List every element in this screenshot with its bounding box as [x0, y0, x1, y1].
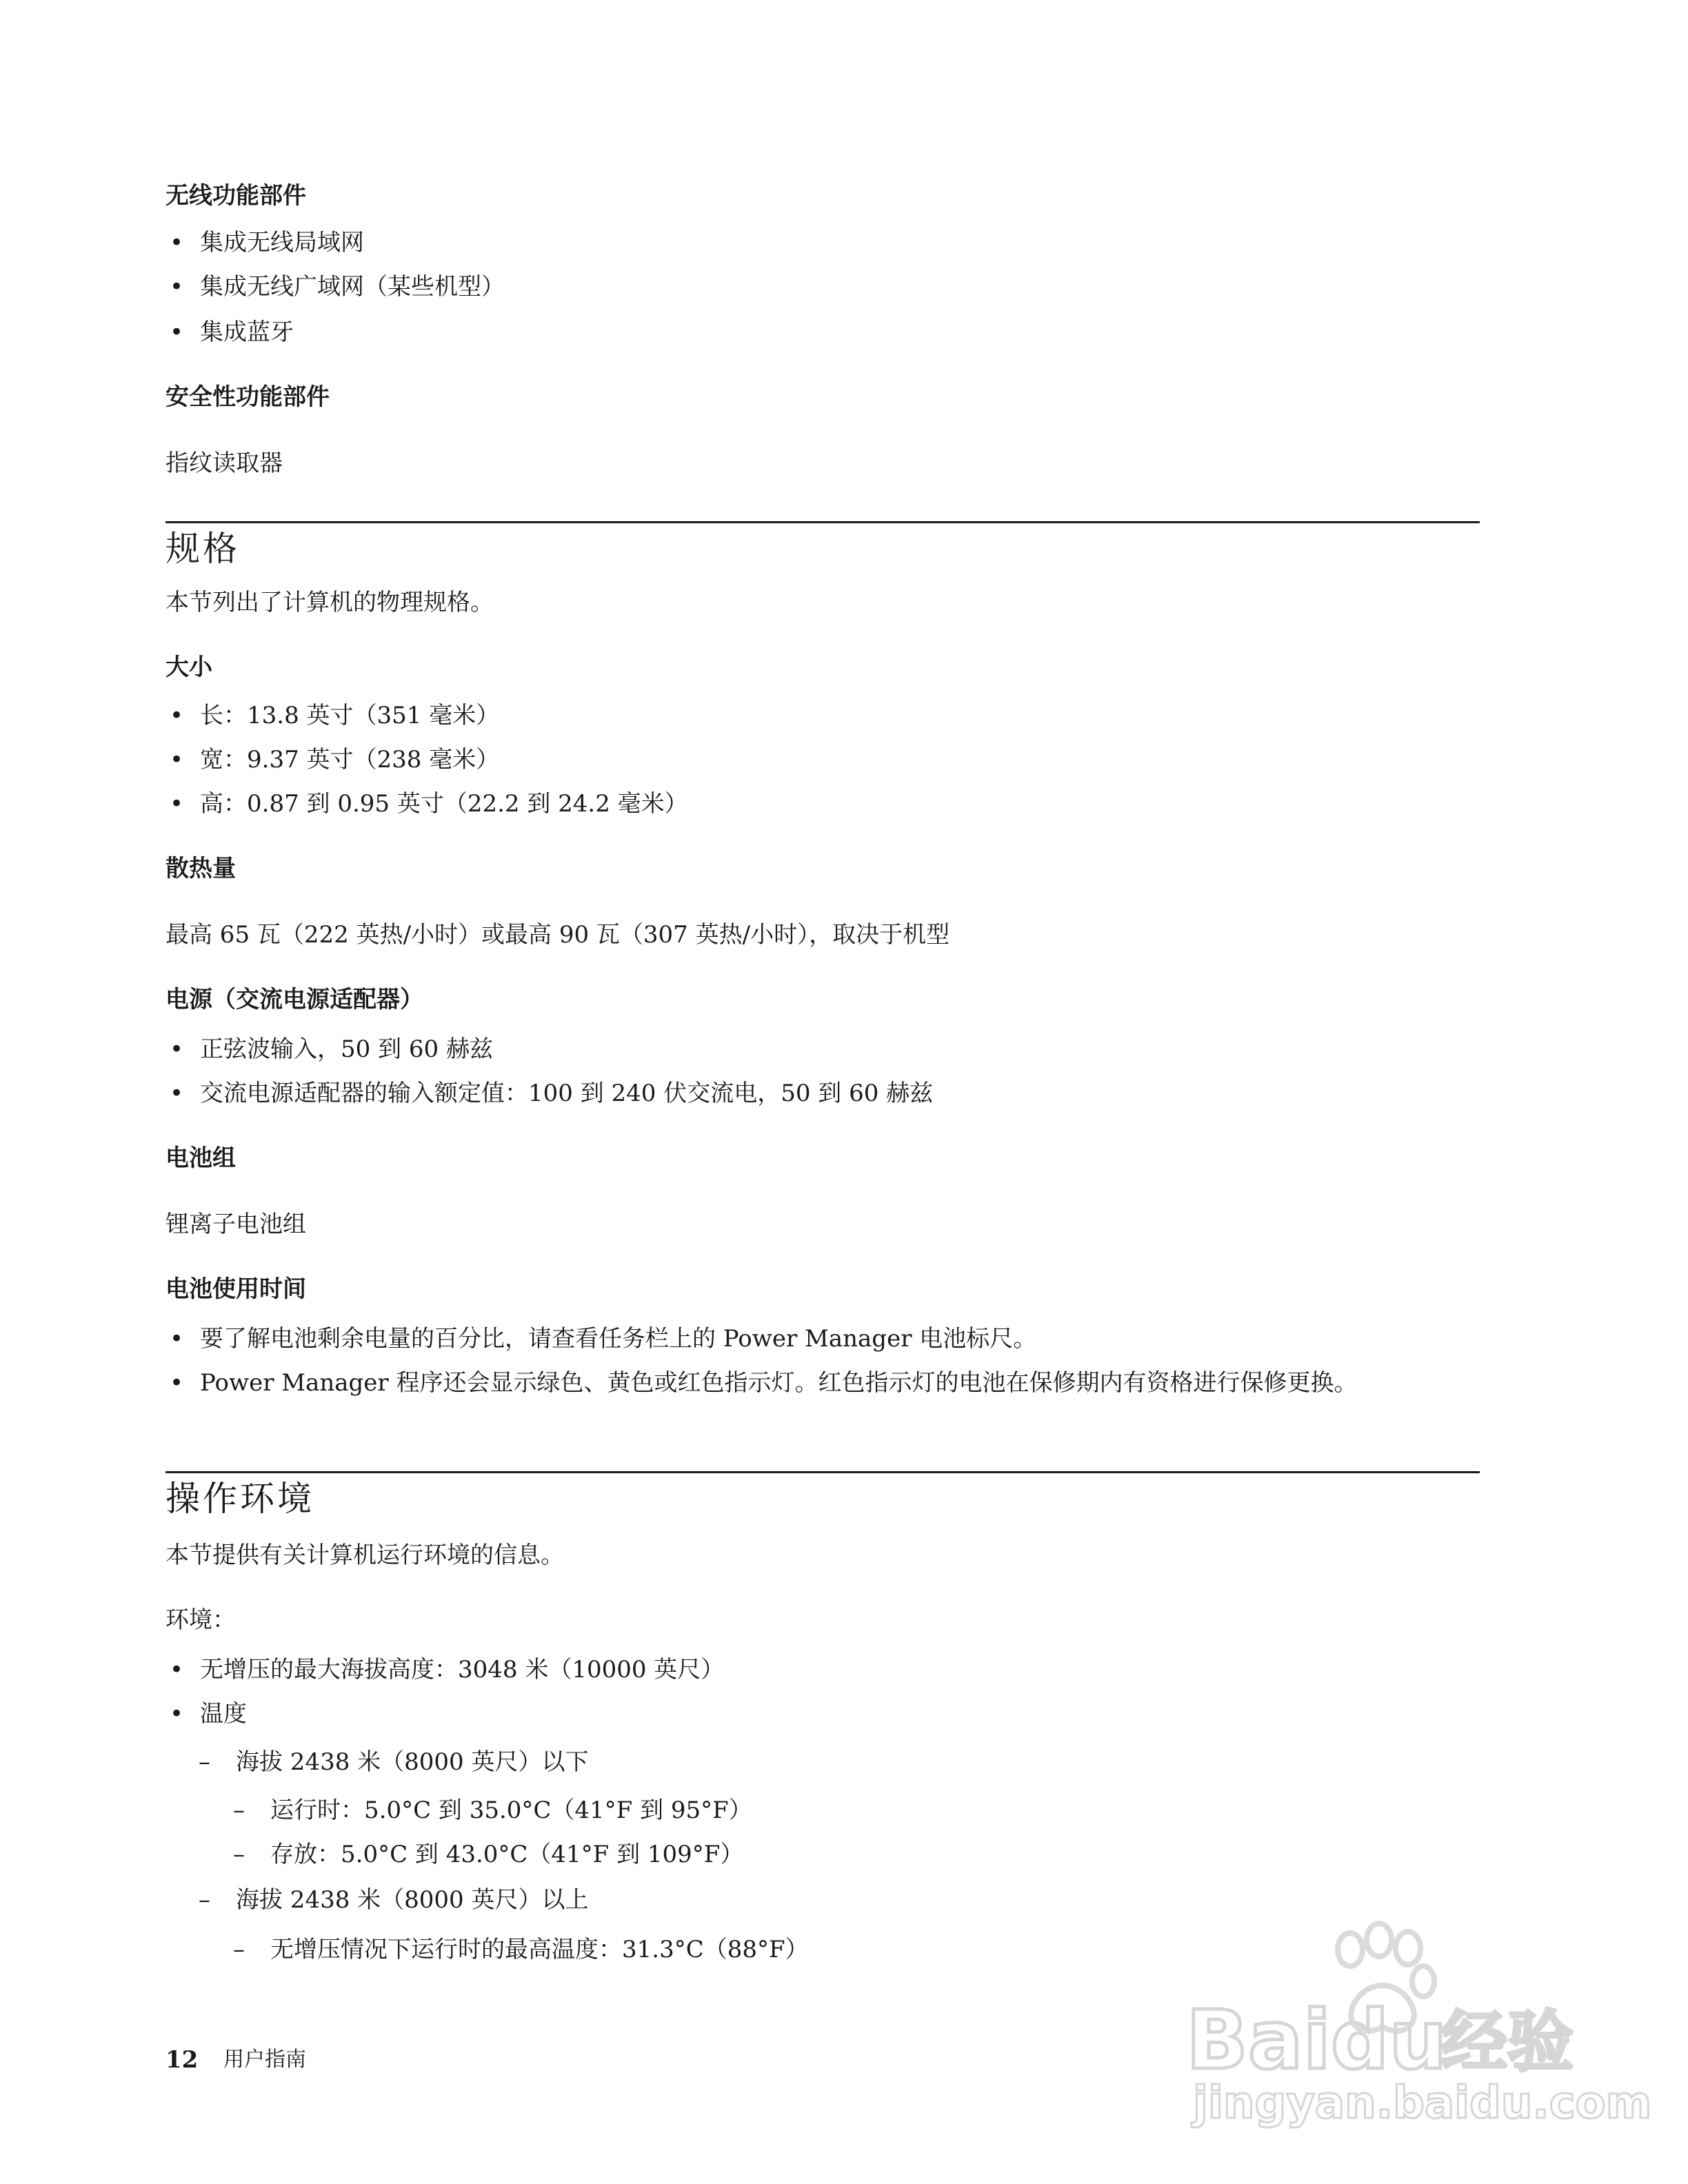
list-item: • Power Manager 程序还会显示绿色、黄色或红色指示灯。红色指示灯的电池在保修期内有资格进行保修更换。: [170, 1369, 1358, 1397]
bullet-icon: •: [170, 229, 184, 256]
power-heading: 电源（交流电源适配器）: [165, 986, 423, 1013]
bullet-icon: •: [170, 1700, 184, 1728]
list-item: • 长：13.8 英寸（351 毫米）: [170, 702, 500, 729]
svg-text:Baidu: Baidu: [1186, 1992, 1447, 2087]
environment-title: 操作环境: [165, 1479, 314, 1519]
battery-text: 锂离子电池组: [165, 1211, 306, 1238]
list-item: • 高：0.87 到 0.95 英寸（22.2 到 24.2 毫米）: [170, 790, 688, 818]
svg-text:经验: 经验: [1441, 2003, 1574, 2081]
list-item: • 正弦波输入，50 到 60 赫兹: [170, 1035, 493, 1063]
bullet-icon: •: [170, 1035, 184, 1063]
dash-icon: –: [199, 1748, 210, 1776]
bullet-icon: •: [170, 1080, 184, 1107]
specs-title: 规格: [165, 529, 240, 569]
list-item: • 无增压的最大海拔高度：3048 米（10000 英尺）: [170, 1656, 725, 1684]
bullet-icon: •: [170, 273, 184, 301]
section-divider: [165, 1471, 1480, 1473]
battery-life-heading: 电池使用时间: [165, 1275, 306, 1303]
bullet-icon: •: [170, 790, 184, 818]
dash-icon: –: [233, 1797, 245, 1824]
environment-intro: 本节提供有关计算机运行环境的信息。: [165, 1541, 564, 1569]
list-item: – 存放：5.0°C 到 43.0°C（41°F 到 109°F）: [233, 1841, 744, 1868]
bullet-icon: •: [170, 746, 184, 774]
specs-intro: 本节列出了计算机的物理规格。: [165, 589, 494, 616]
battery-heading: 电池组: [165, 1144, 236, 1172]
page-number: 12: [165, 2046, 199, 2074]
dash-icon: –: [233, 1936, 245, 1963]
wireless-heading: 无线功能部件: [165, 182, 306, 210]
baidu-jingyan-watermark-logo: [1172, 1923, 1652, 2130]
bullet-icon: •: [170, 1325, 184, 1353]
list-item: • 要了解电池剩余电量的百分比，请查看任务栏上的 Power Manager 电池标尺。: [170, 1325, 1037, 1353]
environment-label: 环境：: [165, 1606, 236, 1634]
security-text: 指纹读取器: [165, 449, 283, 477]
list-item: • 集成蓝牙: [170, 318, 294, 346]
list-item: – 海拔 2438 米（8000 英尺）以上: [199, 1886, 589, 1914]
list-item: • 宽：9.37 英寸（238 毫米）: [170, 746, 500, 774]
list-item: • 集成无线局域网: [170, 229, 364, 256]
footer-title: 用户指南: [223, 2048, 306, 2072]
security-heading: 安全性功能部件: [165, 383, 330, 411]
bullet-icon: •: [170, 1656, 184, 1684]
list-item: • 温度: [170, 1700, 247, 1728]
section-divider: [165, 521, 1480, 523]
heat-text: 最高 65 瓦（222 英热/小时）或最高 90 瓦（307 英热/小时），取决于机型: [165, 921, 950, 949]
bullet-icon: •: [170, 1369, 184, 1397]
list-item: • 交流电源适配器的输入额定值：100 到 240 伏交流电，50 到 60 赫兹: [170, 1080, 934, 1107]
list-item: – 海拔 2438 米（8000 英尺）以下: [199, 1748, 589, 1776]
list-item: – 运行时：5.0°C 到 35.0°C（41°F 到 95°F）: [233, 1797, 752, 1824]
heat-heading: 散热量: [165, 855, 236, 882]
size-heading: 大小: [165, 654, 212, 681]
bullet-icon: •: [170, 318, 184, 346]
list-item: • 集成无线广域网（某些机型）: [170, 273, 505, 301]
svg-text:jingyan.baidu.com: jingyan.baidu.com: [1193, 2078, 1652, 2129]
list-item: – 无增压情况下运行时的最高温度：31.3°C（88°F）: [233, 1936, 809, 1963]
dash-icon: –: [199, 1886, 210, 1914]
bullet-icon: •: [170, 702, 184, 729]
dash-icon: –: [233, 1841, 245, 1868]
